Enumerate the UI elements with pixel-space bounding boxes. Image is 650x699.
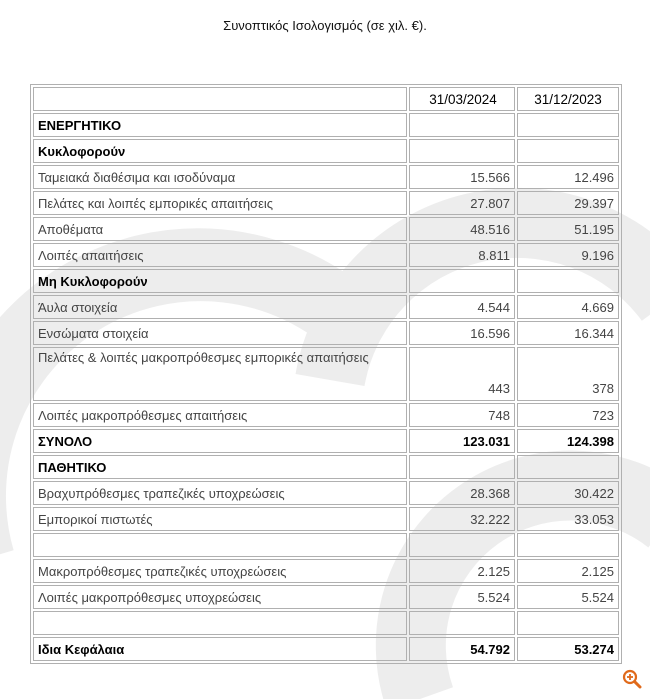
value-2023 xyxy=(517,533,619,557)
value-2024: 48.516 xyxy=(409,217,515,241)
balance-sheet-table xyxy=(30,84,622,664)
row-label: Πελάτες & λοιπές μακροπρόθεσμες εμπορικές απαιτήσεις xyxy=(33,347,407,401)
table-header-row xyxy=(33,87,619,111)
value-2024: 27.807 xyxy=(409,191,515,215)
row-label: Αποθέματα xyxy=(33,217,407,241)
table-row xyxy=(33,321,619,345)
row-label xyxy=(33,611,407,635)
table-row xyxy=(33,481,619,505)
section-row xyxy=(33,455,619,479)
value-2023: 53.274 xyxy=(517,637,619,661)
value-2024: 16.596 xyxy=(409,321,515,345)
value-2023 xyxy=(517,455,619,479)
value-2023: 12.496 xyxy=(517,165,619,189)
row-label: ΠΑΘΗΤΙΚΟ xyxy=(33,455,407,479)
value-2024 xyxy=(409,455,515,479)
value-2024: 15.566 xyxy=(409,165,515,189)
total-row xyxy=(33,429,619,453)
row-label: Μη Κυκλοφορούν xyxy=(33,269,407,293)
value-2024: 123.031 xyxy=(409,429,515,453)
row-label: Εμπορικοί πιστωτές xyxy=(33,507,407,531)
value-2023 xyxy=(517,139,619,163)
value-2023: 30.422 xyxy=(517,481,619,505)
header-label-cell xyxy=(33,87,407,111)
row-label: Ενσώματα στοιχεία xyxy=(33,321,407,345)
table-row xyxy=(33,611,619,635)
column-header-2023: 31/12/2023 xyxy=(517,87,619,111)
zoom-in-icon[interactable] xyxy=(622,669,642,689)
table-row xyxy=(33,243,619,267)
value-2023: 33.053 xyxy=(517,507,619,531)
table-row xyxy=(33,191,619,215)
value-2023: 723 xyxy=(517,403,619,427)
value-2024 xyxy=(409,611,515,635)
value-2023 xyxy=(517,113,619,137)
table-row xyxy=(33,295,619,319)
table-row xyxy=(33,165,619,189)
value-2024 xyxy=(409,113,515,137)
row-label: Πελάτες και λοιπές εμπορικές απαιτήσεις xyxy=(33,191,407,215)
value-2024 xyxy=(409,139,515,163)
row-label: Λοιπές μακροπρόθεσμες απαιτήσεις xyxy=(33,403,407,427)
value-2023: 378 xyxy=(517,347,619,401)
section-row xyxy=(33,139,619,163)
value-2023: 29.397 xyxy=(517,191,619,215)
section-row xyxy=(33,269,619,293)
table-row xyxy=(33,217,619,241)
row-label: Άυλα στοιχεία xyxy=(33,295,407,319)
value-2024 xyxy=(409,269,515,293)
value-2023 xyxy=(517,269,619,293)
value-2024: 54.792 xyxy=(409,637,515,661)
row-label: ΕΝΕΡΓΗΤΙΚΟ xyxy=(33,113,407,137)
table-row xyxy=(33,533,619,557)
row-label: Μακροπρόθεσμες τραπεζικές υποχρεώσεις xyxy=(33,559,407,583)
value-2023 xyxy=(517,611,619,635)
table-row xyxy=(33,559,619,583)
table-row xyxy=(33,347,619,401)
value-2023: 16.344 xyxy=(517,321,619,345)
table-row xyxy=(33,507,619,531)
value-2024: 32.222 xyxy=(409,507,515,531)
value-2024: 748 xyxy=(409,403,515,427)
table-row xyxy=(33,585,619,609)
row-label: Ταμειακά διαθέσιμα και ισοδύναμα xyxy=(33,165,407,189)
column-header-2024: 31/03/2024 xyxy=(409,87,515,111)
total-row xyxy=(33,637,619,661)
value-2023: 51.195 xyxy=(517,217,619,241)
value-2024: 28.368 xyxy=(409,481,515,505)
value-2024: 8.811 xyxy=(409,243,515,267)
row-label: Βραχυπρόθεσμες τραπεζικές υποχρεώσεις xyxy=(33,481,407,505)
row-label: Κυκλοφορούν xyxy=(33,139,407,163)
section-row xyxy=(33,113,619,137)
value-2024 xyxy=(409,533,515,557)
value-2023: 2.125 xyxy=(517,559,619,583)
value-2024: 443 xyxy=(409,347,515,401)
page-title: Συνοπτικός Ισολογισμός (σε χιλ. €). xyxy=(223,18,427,33)
row-label: Λοιπές μακροπρόθεσμες υποχρεώσεις xyxy=(33,585,407,609)
row-label: Ιδια Κεφάλαια xyxy=(33,637,407,661)
value-2024: 5.524 xyxy=(409,585,515,609)
row-label: Λοιπές απαιτήσεις xyxy=(33,243,407,267)
value-2023: 4.669 xyxy=(517,295,619,319)
row-label xyxy=(33,533,407,557)
value-2023: 124.398 xyxy=(517,429,619,453)
value-2024: 2.125 xyxy=(409,559,515,583)
table-row xyxy=(33,403,619,427)
row-label: ΣΥΝΟΛΟ xyxy=(33,429,407,453)
value-2023: 9.196 xyxy=(517,243,619,267)
value-2023: 5.524 xyxy=(517,585,619,609)
value-2024: 4.544 xyxy=(409,295,515,319)
